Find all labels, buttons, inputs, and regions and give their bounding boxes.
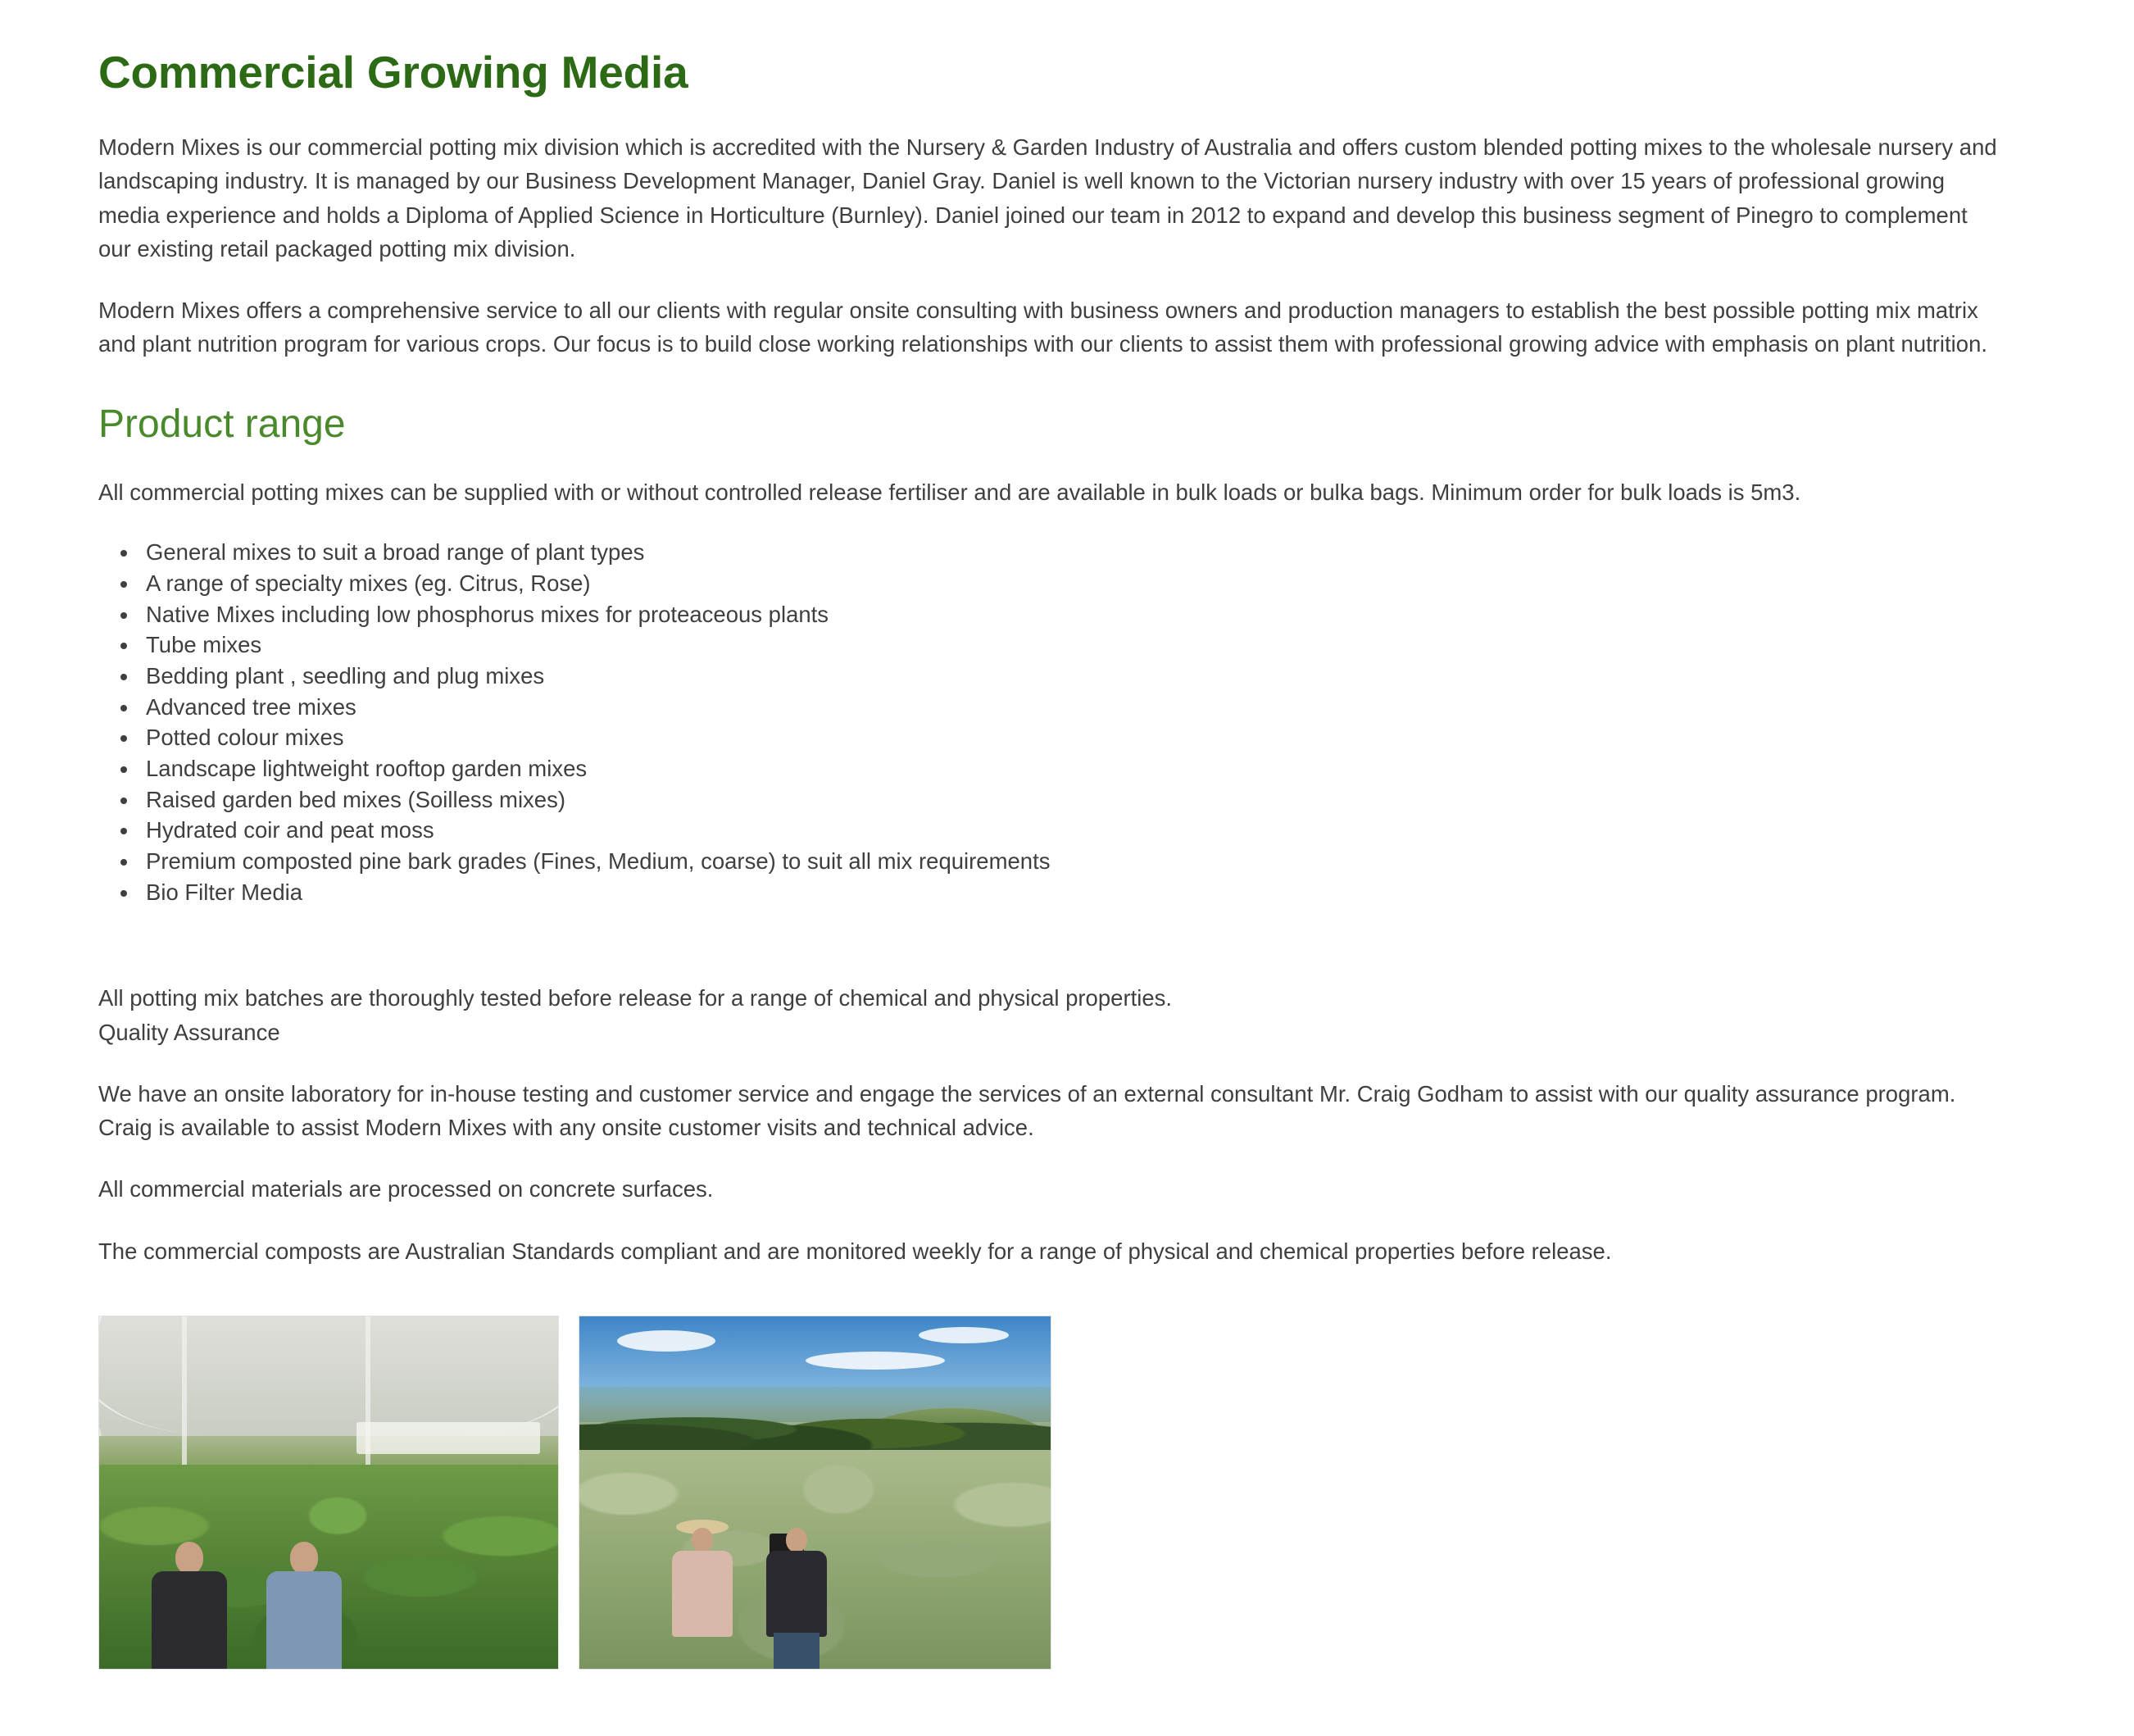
- product-range-lead: All commercial potting mixes can be supplied with or without controlled release fertiliser and are available in bulk loads or bulka bags. Minimum order for bulk loads is 5m3.: [98, 479, 1801, 506]
- product-range-list: [98, 537, 2036, 907]
- greenhouse-shade-cloth: [356, 1422, 540, 1454]
- person-head: [786, 1528, 807, 1552]
- quality-assurance-label: Quality Assurance: [98, 1019, 280, 1045]
- person-torso: [152, 1571, 227, 1670]
- laboratory-paragraph: We have an onsite laboratory for in-house testing and customer service and engage the services of an external consultant Mr. Craig Godham to assist with our quality assurance program. Craig is available to assist Modern Mixes with any onsite customer visits and technical advice.: [98, 1080, 1956, 1141]
- photo-outdoor-nursery: [579, 1316, 1051, 1670]
- cloud: [806, 1352, 945, 1370]
- intro-paragraph-1: Modern Mixes is our commercial potting mix division which is accredited with the Nursery & Garden Industry of Australia and offers custom blended potting mixes to the wholesale nursery and landscaping industry. It is managed by our Business Development Manager, Daniel Gray. Daniel is well known to the Victorian nursery industry with over 15 years of professional growing media experience and holds a Diploma of Applied Science in Horticulture (Burnley). Daniel joined our team in 2012 to expand and develop this business segment of Pinegro to complement our existing retail packaged potting mix division.: [98, 134, 1997, 261]
- person-torso: [266, 1571, 342, 1670]
- person-torso: [766, 1551, 827, 1637]
- person-head: [290, 1542, 318, 1575]
- list-item: • Native Mixes including low phosphorus mixes for proteaceous plants: [139, 599, 2036, 630]
- intro-paragraph-2: Modern Mixes offers a comprehensive service to all our clients with regular onsite consulting with business owners and production managers to establish the best possible potting mix matrix and plant nutrition program for various crops. Our focus is to build close working relationships with our clients to assist them with professional growing advice with emphasis on plant nutrition.: [98, 298, 1988, 357]
- section-title-product-range: Product range: [98, 402, 346, 446]
- person-head: [175, 1542, 203, 1575]
- list-item: • General mixes to suit a broad range of plant types: [139, 537, 2036, 568]
- list-item: • Bedding plant , seedling and plug mixes: [139, 661, 2036, 692]
- page-title: Commercial Growing Media: [98, 47, 688, 98]
- photo-gallery: [98, 1316, 2036, 1670]
- list-item: • Hydrated coir and peat moss: [139, 815, 2036, 846]
- list-item: • Raised garden bed mixes (Soilless mixes): [139, 784, 2036, 816]
- person-torso: [672, 1551, 733, 1637]
- list-item: • A range of specialty mixes (eg. Citrus, Rose): [139, 568, 2036, 599]
- cloud: [919, 1327, 1009, 1343]
- list-item: • Premium composted pine bark grades (Fines, Medium, coarse) to suit all mix requirements: [139, 846, 2036, 877]
- cloud: [617, 1330, 715, 1352]
- concrete-surfaces-paragraph: All commercial materials are processed on concrete surfaces.: [98, 1176, 714, 1202]
- testing-line: All potting mix batches are thoroughly tested before release for a range of chemical and physical properties.: [98, 985, 1173, 1011]
- list-item: • Bio Filter Media: [139, 877, 2036, 908]
- person-head: [692, 1528, 713, 1552]
- person-legs: [774, 1633, 820, 1670]
- list-item: • Advanced tree mixes: [139, 692, 2036, 723]
- greenhouse-arch: [98, 1316, 559, 1434]
- spacer: [98, 932, 2036, 981]
- compost-compliance-paragraph: The commercial composts are Australian Standards compliant and are monitored weekly for a range of physical and chemical properties before release.: [98, 1238, 1612, 1264]
- list-item: • Landscape lightweight rooftop garden mixes: [139, 753, 2036, 784]
- list-item: • Tube mixes: [139, 629, 2036, 661]
- greenhouse-post: [182, 1316, 187, 1465]
- photo-greenhouse: [98, 1316, 559, 1670]
- list-item: • Potted colour mixes: [139, 722, 2036, 753]
